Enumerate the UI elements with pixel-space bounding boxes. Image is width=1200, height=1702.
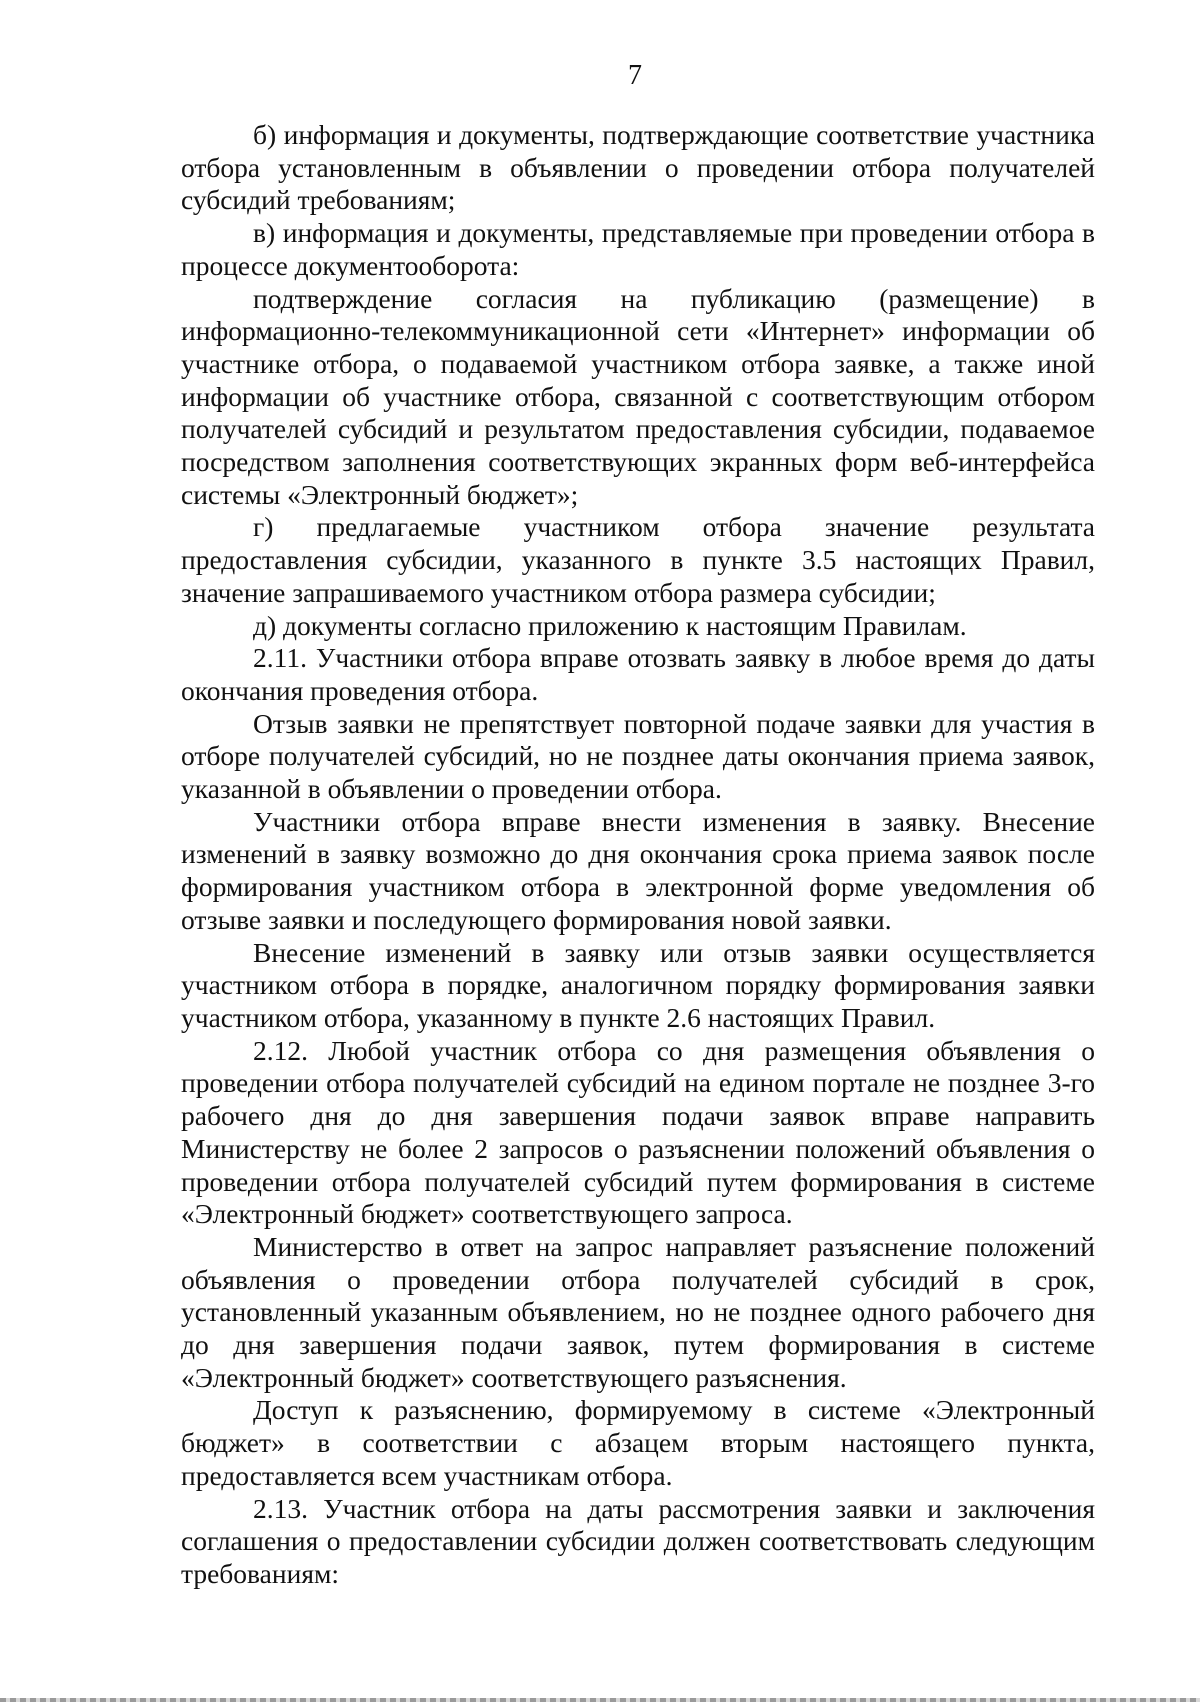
paragraph-2-12: 2.12. Любой участник отбора со дня размещения объявления о проведении отбора получателей субсидий на едином портале не позднее 3-го рабочего дня до дня завершения подачи заявок вправе направить Министерству не более 2 запросов о разъяснении положений объявления о проведении отбора получателей субсидий путем формирования в системе «Электронный бюджет» соответствующего запроса. (181, 1034, 1095, 1230)
paragraph-withdrawal: Отзыв заявки не препятствует повторной подаче заявки для участия в отборе получателей субсидий, но не позднее даты окончания приема заявок, указанной в объявлении о проведении отбора. (181, 707, 1095, 805)
page-number: 7 (628, 60, 642, 91)
paragraph-consent: подтверждение согласия на публикацию (размещение) в информационно-телекоммуникационной сети «Интернет» информации об участнике отбора, о подаваемой участником отбора заявке, а также иной информации об участнике отбора, связанной с соответствующим отбором получателей субсидий и результатом предоставления субсидии, подаваемое посредством заполнения соответствующих экранных форм веб-интерфейса системы «Электронный бюджет»; (181, 282, 1095, 510)
paragraph-g: г) предлагаемые участником отбора значение результата предоставления субсидии, указанного в пункте 3.5 настоящих Правил, значение запрашиваемого участником отбора размера субсидии; (181, 511, 1095, 608)
paragraph-ministry-response: Министерство в ответ на запрос направляет разъяснение положений объявления о проведении отбора получателей субсидий в срок, установленный указанным объявлением, но не позднее одного рабочего дня до дня завершения подачи заявок, путем формирования в системе «Электронный бюджет» соответствующего разъяснения. (181, 1230, 1095, 1393)
paragraph-changes: Участники отбора вправе внести изменения в заявку. Внесение изменений в заявку возможно до дня окончания срока приема заявок после формирования участником отбора в электронной форме уведомления об отзыве заявки и последующего формирования новой заявки. (181, 805, 1095, 935)
paragraph-d: д) документы согласно приложению к настоящим Правилам. (253, 609, 967, 641)
paragraph-2-13: 2.13. Участник отбора на даты рассмотрения заявки и заключения соглашения о предоставлении субсидии должен соответствовать следующим требованиям: (181, 1492, 1095, 1589)
paragraph-v: в) информация и документы, представляемые при проведении отбора в процессе документооборота: (181, 217, 1095, 281)
paragraph-access: Доступ к разъяснению, формируемому в системе «Электронный бюджет» в соответствии с абзацем вторым настоящего пункта, предоставляется всем участникам отбора. (181, 1394, 1095, 1491)
scan-edge-divider (0, 1698, 1200, 1702)
paragraph-changes-order: Внесение изменений в заявку или отзыв заявки осуществляется участником отбора в порядке, аналогичном порядку формирования заявки участником отбора, указанному в пункте 2.6 настоящих Правил. (181, 936, 1095, 1033)
document-body (181, 119, 1095, 1591)
paragraph-b: б) информация и документы, подтверждающие соответствие участника отбора установленным в объявлении о проведении отбора получателей субсидий требованиям; (181, 119, 1095, 216)
paragraph-2-11: 2.11. Участники отбора вправе отозвать заявку в любое время до даты окончания проведения отбора. (181, 642, 1095, 706)
